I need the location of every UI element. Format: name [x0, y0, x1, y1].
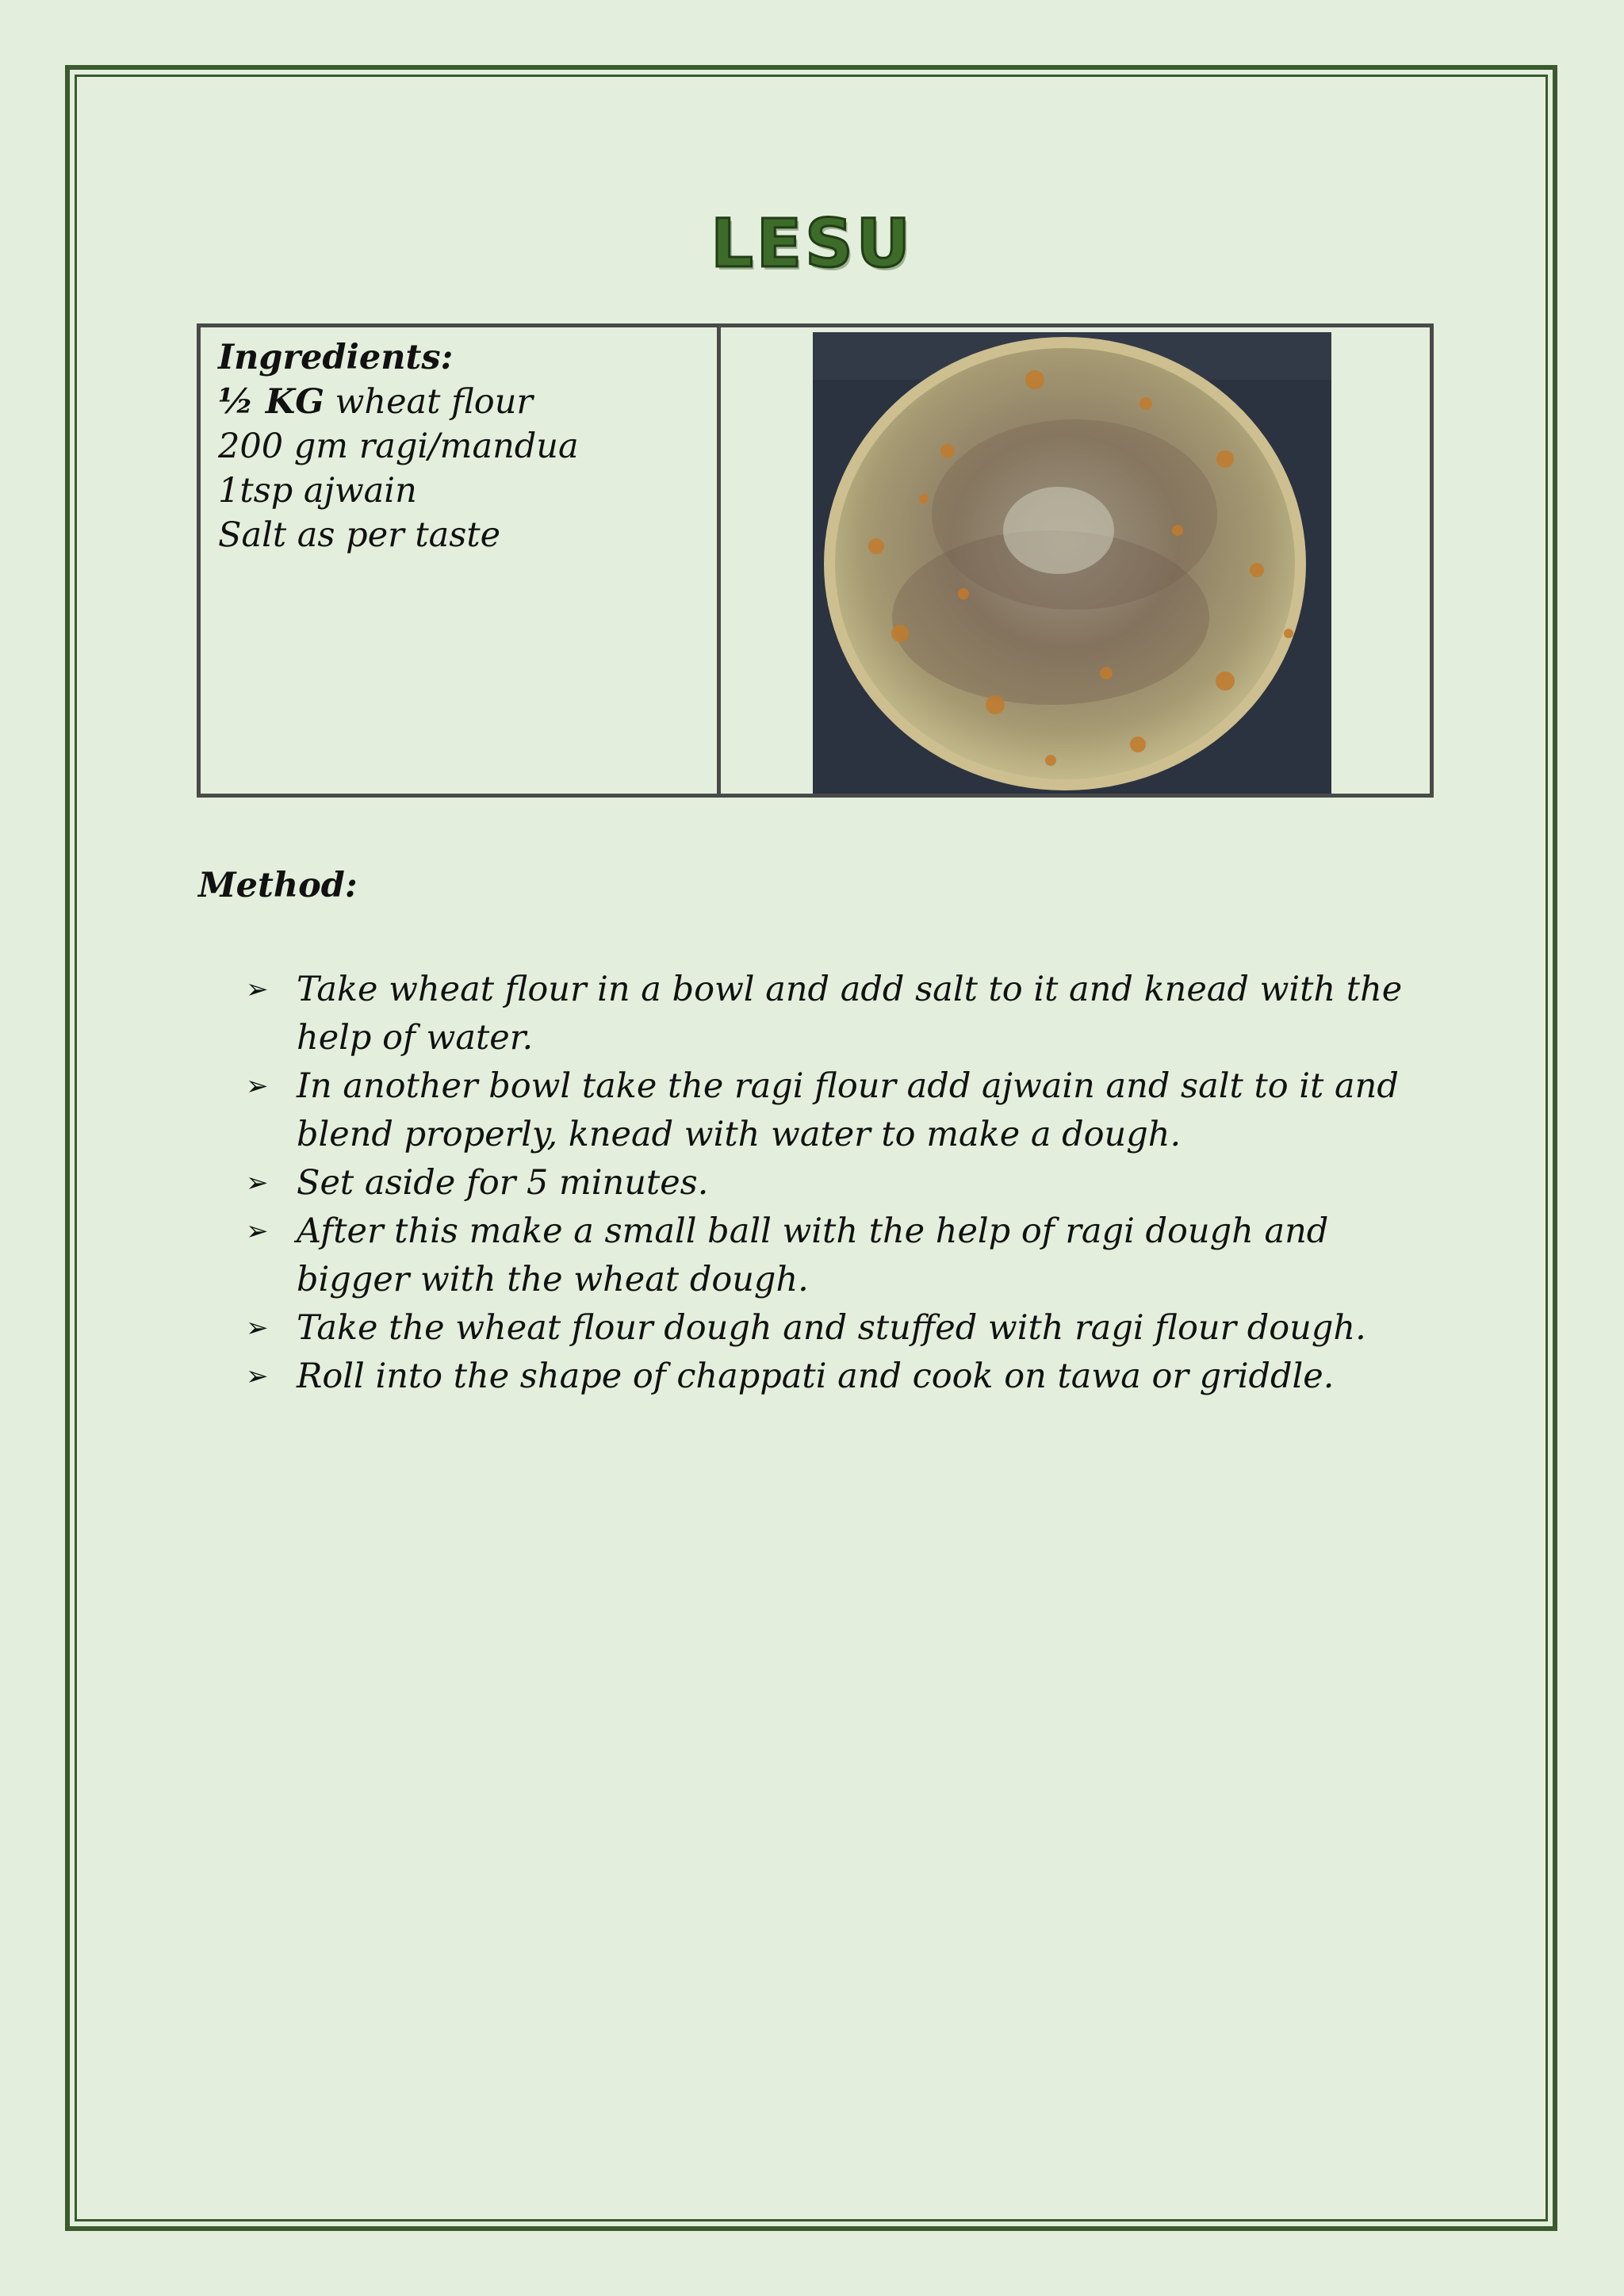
arrow-bullet-icon: ➢ — [246, 1312, 269, 1344]
flatbread-illustration — [813, 332, 1331, 794]
method-step-text: Take wheat flour in a bowl and add salt to it and knead with the help of water. — [297, 970, 1403, 1058]
ingredient-item: 1tsp ajwain — [218, 471, 417, 511]
method-step-text: After this make a small ball with the help of ragi dough and bigger with the wheat dough. — [297, 1211, 1329, 1299]
ingredient-item: 200 gm ragi/mandua — [218, 427, 579, 466]
lesu-flatbread-photo — [813, 332, 1331, 794]
ingredient-item: Salt as per taste — [218, 515, 501, 555]
method-heading: Method: — [198, 866, 358, 905]
method-step — [246, 1353, 1435, 1401]
method-step-text: Set aside for 5 minutes. — [297, 1163, 709, 1203]
ingredient-item — [218, 380, 717, 424]
arrow-bullet-icon: ➢ — [246, 974, 269, 1005]
method-step — [246, 1062, 1435, 1159]
arrow-bullet-icon: ➢ — [246, 1070, 269, 1102]
method-step — [246, 1159, 1435, 1207]
arrow-bullet-icon: ➢ — [246, 1360, 269, 1392]
ingredient-quantity: ½ KG — [218, 382, 324, 422]
method-step — [246, 966, 1435, 1062]
ingredient-text: wheat flour — [324, 382, 533, 422]
method-step-text: In another bowl take the ragi flour add ajwain and salt to it and blend properly, knead with water to make a dough. — [297, 1066, 1399, 1154]
ingredients-heading: Ingredients: — [218, 338, 454, 377]
recipe-table — [197, 323, 1434, 798]
method-step-text: Take the wheat flour dough and stuffed with ragi flour dough. — [297, 1308, 1366, 1348]
method-step-text: Roll into the shape of chappati and cook on tawa or griddle. — [297, 1357, 1335, 1396]
method-steps-list — [246, 966, 1435, 1401]
arrow-bullet-icon: ➢ — [246, 1167, 269, 1199]
recipe-title: LESU — [710, 205, 914, 282]
arrow-bullet-icon: ➢ — [246, 1215, 269, 1247]
method-step — [246, 1304, 1435, 1353]
method-step — [246, 1207, 1435, 1304]
photo-cell — [721, 327, 1430, 794]
ingredients-cell — [201, 327, 721, 794]
